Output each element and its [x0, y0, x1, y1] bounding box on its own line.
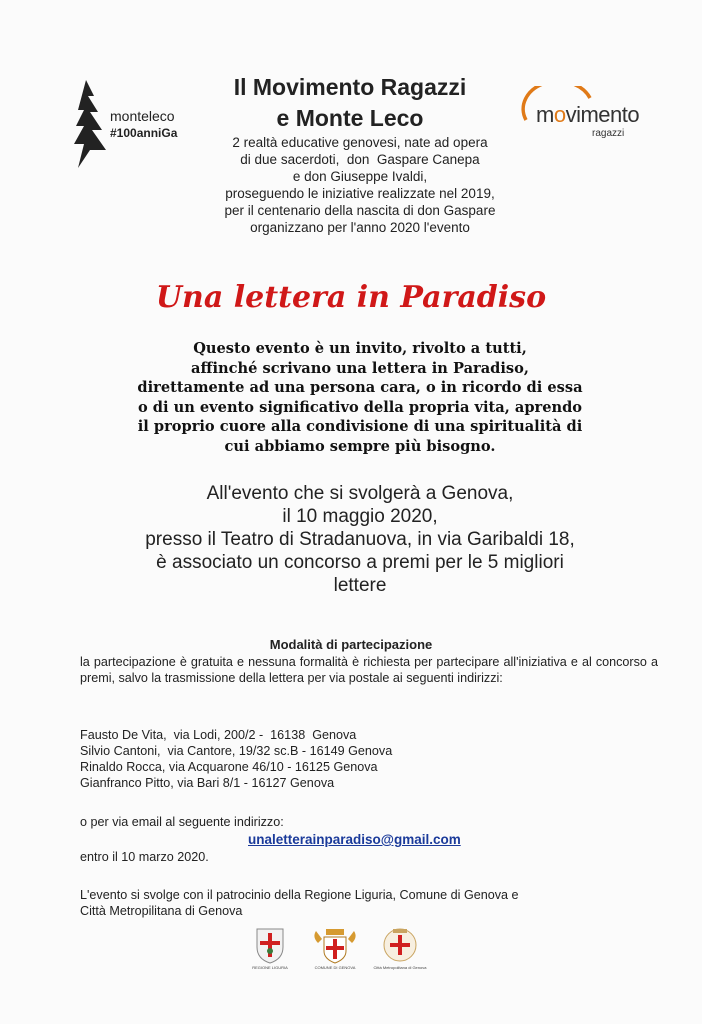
intro-line: organizzano per l'anno 2020 l'evento — [250, 220, 470, 235]
invite-line: cui abbiamo sempre più bisogno. — [224, 437, 496, 455]
details-line: All'evento che si svolgerà a Genova, — [206, 483, 514, 504]
address-item: Rinaldo Rocca, via Acquarone 46/10 - 16125 Genova — [80, 760, 378, 774]
intro-line: e don Giuseppe Ivaldi, — [292, 169, 428, 184]
page-title — [150, 72, 550, 134]
details-line: il 10 maggio 2020, — [282, 506, 438, 527]
comune-genova-crest-icon — [300, 925, 370, 965]
page-title-line: Il Movimento Ragazzi — [233, 74, 467, 100]
citta-metropolitana-crest-icon — [365, 925, 435, 965]
patronage-line: L'evento si svolge con il patrocinio della Regione Liguria, Comune di Genova e — [80, 888, 519, 902]
patronage-text — [80, 887, 660, 919]
details-line: è associato un concorso a premi per le 5 migliori — [156, 552, 564, 573]
intro-line: proseguendo le iniziative realizzate nel 2019, — [225, 186, 495, 201]
movimento-logo-name: movimento — [536, 102, 640, 127]
email-intro: o per via email al seguente indirizzo: — [80, 815, 284, 829]
monteleco-tree-icon — [72, 80, 112, 170]
monteleco-logo-name: monteleco — [110, 108, 175, 124]
email-link[interactable]: unaletterainparadiso@gmail.com — [248, 832, 461, 847]
movimento-logo-sub: ragazzi — [592, 128, 625, 139]
address-list — [80, 727, 580, 791]
invite-line: o di un evento significativo della propria vita, aprendo — [137, 398, 583, 416]
address-item: Fausto De Vita, via Lodi, 200/2 - 16138 Genova — [80, 728, 357, 742]
regione-liguria-crest-icon — [235, 925, 305, 965]
patronage-line: Città Metropilitana di Genova — [80, 904, 243, 918]
details-line: presso il Teatro di Stradanuova, in via Garibaldi 18, — [145, 529, 575, 550]
event-title: Una lettera in Paradiso — [155, 280, 547, 315]
participation-title: Modalità di partecipazione — [269, 637, 433, 652]
participation-text: la partecipazione è gratuita e nessuna formalità è richiesta per partecipare all'iniziativa e al concorso a premi, salvo la trasmissione della lettera per via postale ai seguenti indirizzi: — [80, 655, 658, 685]
crest-label: Città Metropolitana di Genova — [373, 965, 427, 970]
deadline-text: entro il 10 marzo 2020. — [80, 850, 209, 864]
event-details — [70, 482, 650, 597]
address-item: Silvio Cantoni, via Cantore, 19/32 sc.B - 16149 Genova — [80, 744, 393, 758]
regione-liguria-crest — [235, 925, 305, 970]
crest-label: REGIONE LIGURIA — [252, 965, 288, 970]
invite-line: il proprio cuore alla condivisione di una spiritualità di — [137, 418, 583, 435]
intro-line: per il centenario della nascita di don Gaspare — [224, 203, 496, 218]
details-line: lettere — [333, 575, 387, 596]
address-item: Gianfranco Pitto, via Bari 8/1 - 16127 Genova — [80, 776, 335, 790]
comune-genova-crest — [300, 925, 370, 970]
intro-text — [150, 134, 570, 236]
invite-line: direttamente ad una persona cara, o in ricordo di essa — [137, 379, 583, 396]
invite-line: Questo evento è un invito, rivolto a tutti, — [193, 340, 527, 357]
page-title-line: e Monte Leco — [276, 105, 424, 131]
intro-line: 2 realtà educative genovesi, nate ad opera — [232, 135, 488, 150]
intro-line: di due sacerdoti, don Gaspare Canepa — [240, 152, 480, 167]
patron-crests — [235, 925, 435, 975]
monteleco-logo-tag: #100anniGa — [110, 126, 178, 140]
invite-text — [80, 339, 640, 456]
citta-metropolitana-crest — [365, 925, 435, 970]
invite-line: affinché scrivano una lettera in Paradiso, — [191, 359, 529, 377]
crest-label: COMUNE DI GENOVA — [314, 965, 356, 970]
